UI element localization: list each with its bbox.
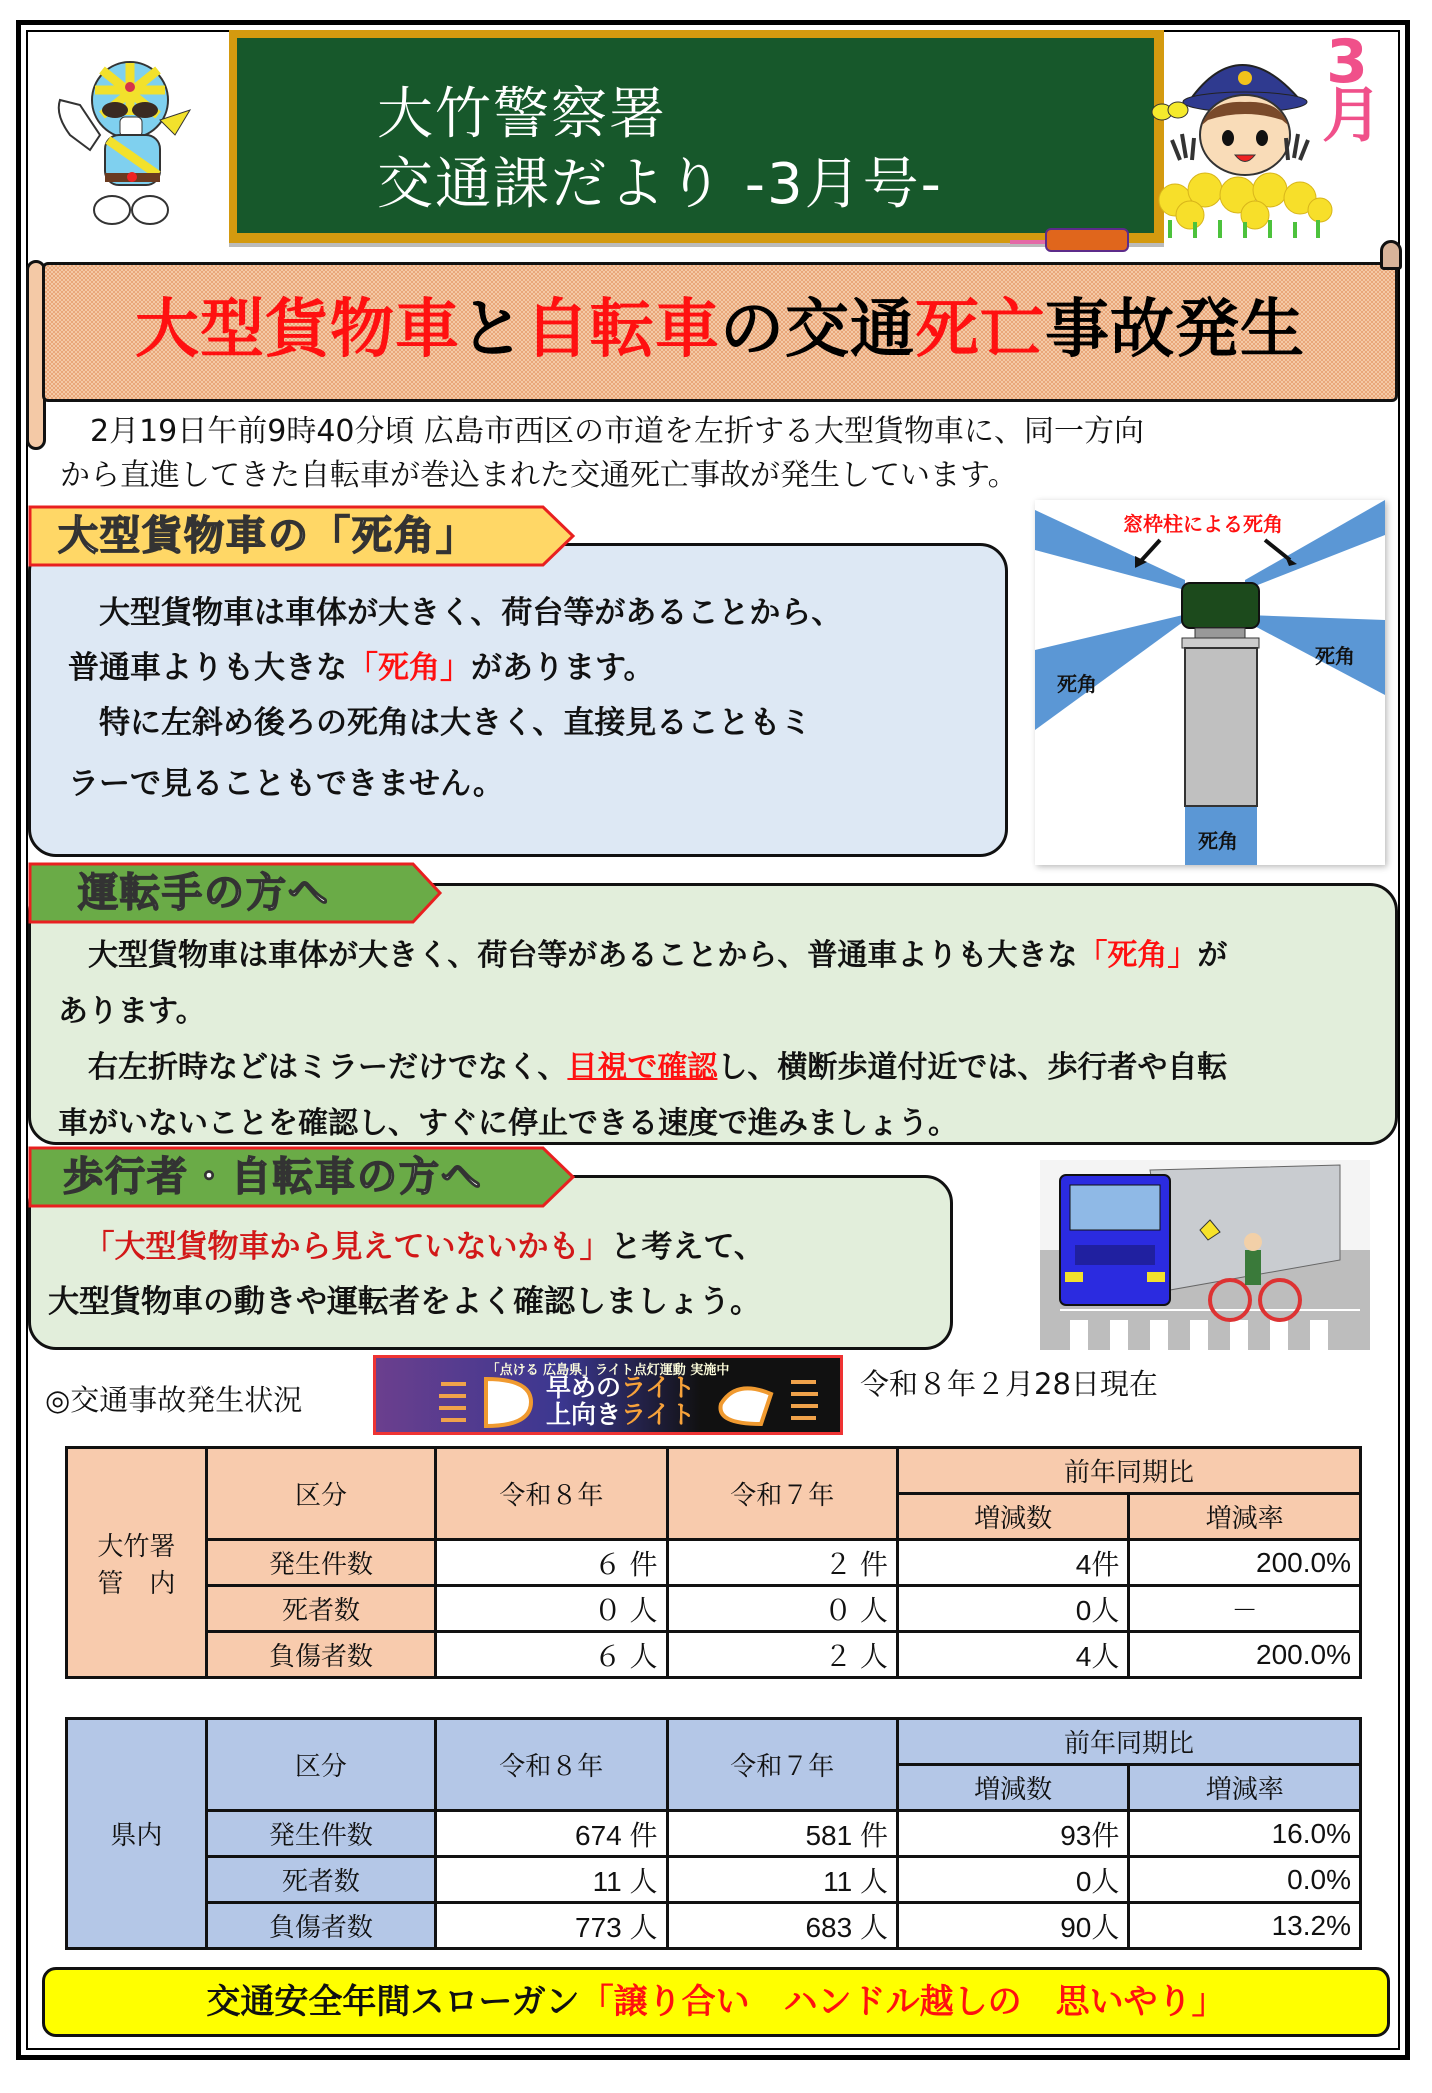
intro-paragraph bbox=[60, 410, 1350, 498]
cell-current: 11 人 bbox=[436, 1857, 667, 1903]
headline-part-accident: 事故発生 bbox=[1045, 293, 1305, 367]
cell-rate: 13.2% bbox=[1129, 1903, 1361, 1949]
headline-part-truck: 大型貨物車 bbox=[135, 293, 460, 367]
annual-slogan-bar bbox=[42, 1967, 1390, 2037]
cell-rate: 0.0% bbox=[1129, 1857, 1361, 1903]
headlight-campaign-badge bbox=[373, 1355, 843, 1435]
drivers-line-2: あります。 bbox=[58, 994, 206, 1029]
header-compare: 前年同期比 bbox=[897, 1448, 1360, 1494]
cell-diff: 4人 bbox=[897, 1632, 1128, 1678]
campaign-line2a: 上向き bbox=[546, 1400, 622, 1429]
pedestrians-heading: 歩行者・自転車の方へ bbox=[63, 1154, 483, 1200]
drivers-highlight-blindspot: 「死角」 bbox=[1077, 938, 1198, 973]
chalkboard-title-board bbox=[229, 30, 1164, 243]
region-cell bbox=[67, 1448, 207, 1678]
table-row bbox=[67, 1540, 1361, 1586]
drivers-line-4: 車がいないことを確認し、すぐに停止できる速度で進みましょう。 bbox=[58, 1106, 958, 1141]
header-previous-year: 令和７年 bbox=[667, 1448, 897, 1540]
slogan-text: 「譲り合い ハンドル越しの 思いやり」 bbox=[579, 1982, 1226, 2022]
region-line-1: 大竹署 bbox=[97, 1531, 176, 1562]
drivers-line-3a: 右左折時などはミラーだけでなく、 bbox=[58, 1050, 568, 1085]
headline-part-fatal: 死亡 bbox=[915, 293, 1045, 367]
row-label: 負傷者数 bbox=[206, 1903, 435, 1949]
header-current-year: 令和８年 bbox=[436, 1448, 667, 1540]
header-compare: 前年同期比 bbox=[897, 1719, 1360, 1765]
drivers-heading-badge bbox=[28, 862, 448, 924]
row-label: 負傷者数 bbox=[206, 1632, 435, 1678]
cell-previous: 11 人 bbox=[667, 1857, 897, 1903]
pedestrians-highlight: 「大型貨物車から見えていないかも」 bbox=[68, 1229, 611, 1265]
campaign-line2b: ライト bbox=[621, 1400, 696, 1429]
header-category: 区分 bbox=[206, 1448, 435, 1540]
header-rate: 増減率 bbox=[1129, 1494, 1361, 1540]
cell-previous: ２ 件 bbox=[667, 1540, 897, 1586]
table-row bbox=[67, 1857, 1361, 1903]
chalk-icon bbox=[1010, 240, 1045, 244]
blind-spot-text bbox=[48, 548, 1008, 812]
campaign-top: 「点ける 広島県」ライト点灯運動 実施中 bbox=[486, 1363, 730, 1378]
table-row bbox=[67, 1632, 1361, 1678]
otake-stats-table bbox=[65, 1446, 1362, 1679]
intro-line-2: から直進してきた自転車が巻込まれた交通死亡事故が発生しています。 bbox=[60, 458, 1018, 493]
headline-title bbox=[60, 290, 1380, 370]
row-label: 死者数 bbox=[206, 1857, 435, 1903]
region-cell: 県内 bbox=[67, 1719, 207, 1949]
row-label: 発生件数 bbox=[206, 1540, 435, 1586]
cell-current: 674 件 bbox=[436, 1811, 667, 1857]
campaign-line1b: ライト bbox=[621, 1373, 696, 1402]
hero-mascot-image bbox=[50, 55, 200, 230]
drivers-line-1a: 大型貨物車は車体が大きく、荷台等があることから、普通車よりも大きな bbox=[58, 938, 1078, 973]
header-category: 区分 bbox=[206, 1719, 435, 1811]
blind-spot-heading: 大型貨物車の「死角」 bbox=[58, 513, 478, 559]
table-header-row bbox=[67, 1448, 1361, 1494]
row-label: 発生件数 bbox=[206, 1811, 435, 1857]
title-line-1: 大竹警察署 bbox=[377, 82, 667, 147]
blind-spot-line-4: ラーで見ることもできません。 bbox=[68, 766, 504, 802]
drivers-text bbox=[58, 928, 1398, 1152]
cell-diff: 90人 bbox=[897, 1903, 1128, 1949]
region-line-2: 管 内 bbox=[97, 1568, 176, 1599]
cell-current: ６ 件 bbox=[436, 1540, 667, 1586]
drivers-highlight-visual-check: 目視で確認 bbox=[567, 1050, 718, 1085]
cell-diff: 93件 bbox=[897, 1811, 1128, 1857]
cell-previous: 683 人 bbox=[667, 1903, 897, 1949]
table-row bbox=[67, 1586, 1361, 1632]
table-row bbox=[67, 1903, 1361, 1949]
diagram-label-right: 死角 bbox=[1315, 644, 1355, 668]
blind-spot-line-2b: があります。 bbox=[471, 650, 655, 686]
cell-current: 773 人 bbox=[436, 1903, 667, 1949]
title-line-2: 交通課だより -3月号- bbox=[377, 152, 943, 217]
cell-diff: 0人 bbox=[897, 1857, 1128, 1903]
blind-spot-line-2a: 普通車よりも大きな bbox=[68, 650, 347, 686]
cell-diff: 4件 bbox=[897, 1540, 1128, 1586]
accident-status-label: ◎交通事故発生状況 bbox=[45, 1383, 303, 1417]
diagram-label-rear: 死角 bbox=[1198, 829, 1238, 853]
diagram-caption: 窓枠柱による死角 bbox=[1123, 512, 1283, 536]
blind-spot-highlight: 「死角」 bbox=[347, 650, 471, 686]
prefecture-stats-table bbox=[65, 1717, 1362, 1950]
truck-blind-spot-diagram bbox=[1035, 500, 1385, 865]
month-text: 3月 bbox=[1322, 27, 1382, 151]
drivers-heading: 運転手の方へ bbox=[78, 870, 330, 916]
header-current-year: 令和８年 bbox=[436, 1719, 667, 1811]
cell-current: ６ 人 bbox=[436, 1632, 667, 1678]
as-of-date: 令和８年２月28日現在 bbox=[860, 1367, 1158, 1401]
intro-line-1: 2月19日午前9時40分頃 広島市西区の市道を左折する大型貨物車に、同一方向 bbox=[60, 414, 1145, 449]
cell-current: ０ 人 bbox=[436, 1586, 667, 1632]
cell-rate: 16.0% bbox=[1129, 1811, 1361, 1857]
drivers-line-3b: し、横断歩道付近では、歩行者や自転 bbox=[717, 1050, 1228, 1085]
table-header-row bbox=[67, 1719, 1361, 1765]
campaign-slogan bbox=[546, 1374, 695, 1428]
campaign-line1a: 早めの bbox=[546, 1373, 622, 1402]
cell-previous: ２ 人 bbox=[667, 1632, 897, 1678]
cell-previous: 581 件 bbox=[667, 1811, 897, 1857]
cell-rate: － bbox=[1129, 1586, 1361, 1632]
cell-rate: 200.0% bbox=[1129, 1632, 1361, 1678]
cell-diff: 0人 bbox=[897, 1586, 1128, 1632]
cell-previous: ０ 人 bbox=[667, 1586, 897, 1632]
eraser-icon bbox=[1045, 228, 1129, 252]
header-diff: 増減数 bbox=[897, 1765, 1128, 1811]
slogan-label: 交通安全年間スローガン bbox=[206, 1982, 580, 2022]
truck-and-bicycle-illustration bbox=[1040, 1160, 1370, 1350]
police-officer-mascot-image bbox=[1150, 30, 1335, 240]
header-rate: 増減率 bbox=[1129, 1765, 1361, 1811]
row-label: 死者数 bbox=[206, 1586, 435, 1632]
headline-part-bicycle: 自転車 bbox=[525, 293, 720, 367]
blind-spot-line-1: 大型貨物車は車体が大きく、荷台等があることから、 bbox=[68, 595, 843, 631]
scroll-curl-right bbox=[1380, 240, 1402, 270]
pedestrians-line-2: 大型貨物車の動きや運転者をよく確認しましょう。 bbox=[48, 1284, 761, 1320]
headlight-icon-right bbox=[706, 1374, 836, 1429]
diagram-label-left: 死角 bbox=[1057, 672, 1097, 696]
pedestrians-text bbox=[48, 1220, 948, 1330]
pedestrians-heading-badge bbox=[28, 1146, 578, 1208]
headline-part-and: と bbox=[460, 293, 525, 367]
pedestrians-line-1b: と考えて、 bbox=[610, 1229, 765, 1265]
header-previous-year: 令和７年 bbox=[667, 1719, 897, 1811]
blind-spot-line-3: 特に左斜め後ろの死角は大きく、直接見ることもミ bbox=[68, 705, 812, 741]
table-row bbox=[67, 1811, 1361, 1857]
newsletter-title bbox=[377, 80, 943, 220]
cell-rate: 200.0% bbox=[1129, 1540, 1361, 1586]
header-diff: 増減数 bbox=[897, 1494, 1128, 1540]
headline-part-traffic: の交通 bbox=[720, 293, 915, 367]
drivers-line-1b: が bbox=[1197, 938, 1228, 973]
month-badge bbox=[1322, 27, 1382, 151]
